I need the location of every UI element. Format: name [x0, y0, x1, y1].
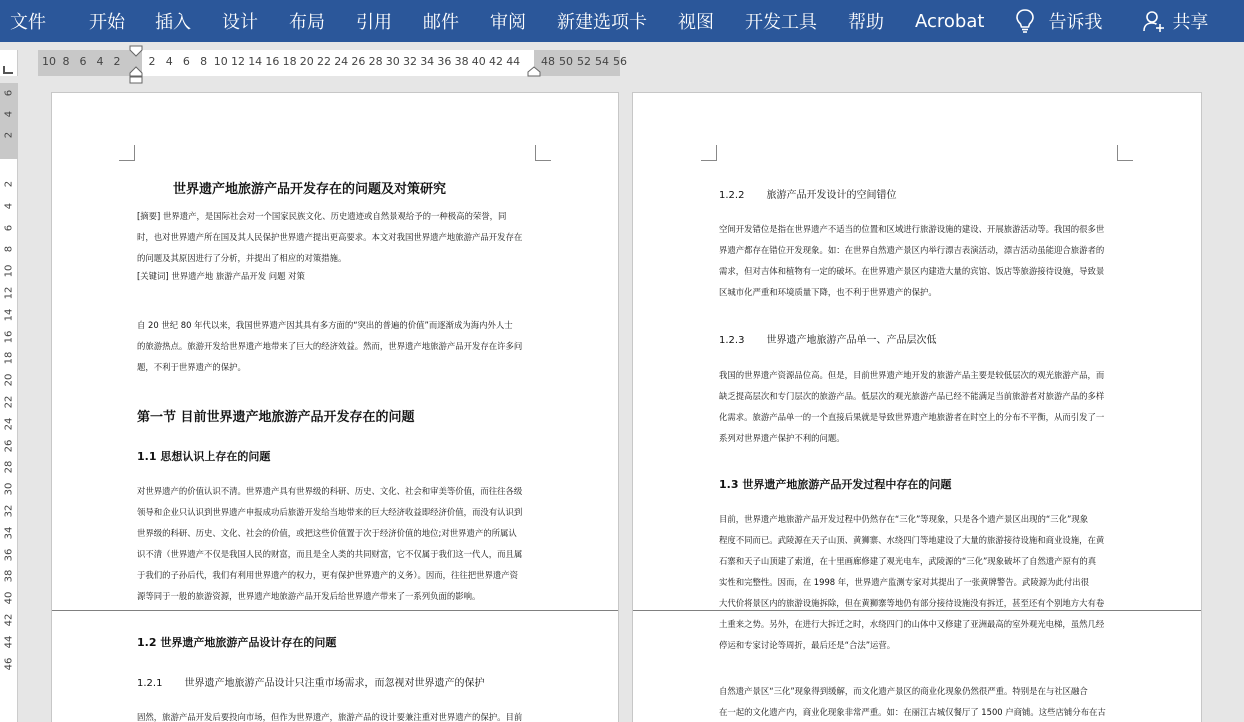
heading-1-2-1: [137, 674, 484, 689]
ruler-tick-label: 18: [3, 352, 15, 365]
lightbulb-icon[interactable]: [1014, 0, 1036, 42]
paragraph-line: 世界级的科研、历史、文化、社会的价值，或把这些价值置于次于经济价值的地位;对世界遗产的所属认: [137, 528, 517, 538]
ruler-tick-label: 42: [3, 613, 15, 627]
heading-1-2-3: [719, 331, 936, 346]
paragraph-line: 化需求。旅游产品单一的一个直接后果就是导致世界遗产地旅游者在时空上的分布不平衡，从而引发了一: [719, 412, 1105, 422]
horizontal-ruler[interactable]: [0, 42, 1244, 83]
ruler-tick-label: 8: [62, 55, 70, 68]
heading-1-1: 1.1 思想认识上存在的问题: [137, 450, 271, 463]
heading-number: 1.2.1: [137, 678, 163, 689]
tab-help[interactable]: 帮助: [848, 12, 884, 33]
document-title: 世界遗产地旅游产品开发存在的问题及对策研究: [173, 182, 447, 197]
ruler-tick-label: 38: [3, 570, 15, 583]
ruler-tick-label: 6: [3, 224, 15, 231]
ruler-tick-label: 48: [541, 55, 555, 68]
ruler-tick-label: 18: [282, 55, 297, 68]
tab-acrobat[interactable]: Acrobat: [915, 10, 985, 32]
vertical-ruler[interactable]: [0, 83, 18, 722]
ruler-tick-label: 54: [595, 55, 609, 68]
paragraph-line: 题，不利于世界遗产的保护。: [137, 362, 246, 372]
hanging-indent-marker-icon[interactable]: [129, 66, 143, 84]
ruler-tick-label: 2: [113, 55, 121, 68]
ruler-tick-label: 34: [3, 526, 15, 540]
tab-view[interactable]: 视图: [678, 12, 714, 33]
ruler-tick-label: 6: [3, 89, 15, 97]
right-indent-marker-icon[interactable]: [527, 66, 541, 78]
paragraph-line: 大代价将景区内的旅游设施拆除，但在黄狮寨等地仍有部分接待设施没有拆迁，甚至还有个别地方大有卷: [719, 598, 1105, 608]
heading-number: 1.2.2: [719, 190, 745, 201]
ruler-tick-label: 2: [148, 55, 156, 68]
paragraph-line: 空间开发错位是指在世界遗产不适当的位置和区域进行旅游设施的建设、开展旅游活动等。我国的很多世: [719, 224, 1105, 234]
paragraph-line: 区城市化严重和环境质量下降，也不利于世界遗产的保护。: [719, 287, 937, 297]
tell-me-search[interactable]: 告诉我: [1048, 12, 1103, 33]
paragraph-line: 缺乏提高层次和专门层次的旅游产品。低层次的观光旅游产品已经不能满足当前旅游者对旅游产品的多样: [719, 391, 1105, 401]
ruler-tick-label: 8: [200, 55, 208, 68]
heading-text: 旅游产品开发设计的空间错位: [766, 190, 897, 201]
paragraph-last: [719, 686, 1106, 718]
heading-1-3: 1.3 世界遗产地旅游产品开发过程中存在的问题: [719, 478, 952, 491]
paragraph-line: 领导和企业只认识到世界遗产申报成功后旅游开发给当地带来的巨大经济收益即经济价值，而没有认识到: [137, 507, 523, 517]
paragraph-line: 自然遗产景区“三化”现象得到缓解，而文化遗产景区的商业化现象仍然很严重。特别是在与社区融合: [719, 686, 1088, 696]
tab-review[interactable]: 审阅: [490, 12, 526, 33]
ruler-tick-label: 40: [3, 591, 15, 605]
abstract-line: [摘要] 世界遗产，是国际社会对一个国家民族文化、历史遗迹或自然景观给予的一种极高的荣誉，同: [137, 211, 507, 221]
horizontal-rule: [633, 610, 1202, 611]
ruler-tick-label: 28: [3, 461, 15, 474]
share-person-icon[interactable]: [1142, 0, 1166, 42]
paragraph-line: 在一起的文化遗产内，商业化现象非常严重。如：在丽江古城仅餐厅了 1500 户商铺。这些店铺分布在古: [719, 707, 1106, 717]
crop-mark: [701, 145, 717, 161]
paragraph-line: 对世界遗产的价值认识不清。世界遗产具有世界级的科研、历史、文化、社会和审美等价值，而往往各级: [137, 486, 523, 496]
ruler-tick-label: 8: [3, 246, 15, 253]
abstract-line: 的问题及其原因进行了分析，并提出了相应的对策措施。: [137, 253, 347, 263]
ruler-tick-label: 32: [3, 504, 15, 518]
tab-selector-icon[interactable]: [0, 50, 18, 76]
ruler-tick-label: 10: [3, 264, 15, 278]
ruler-tick-label: 2: [3, 180, 15, 188]
ruler-tick-label: 4: [96, 55, 104, 68]
ruler-tick-label: 36: [437, 55, 452, 68]
abstract-line: 时，也对世界遗产所在国及其人民保护世界遗产提出更高要求。本文对我国世界遗产地旅游产品开发存在: [137, 232, 523, 242]
ruler-tick-label: 12: [231, 55, 245, 68]
tab-developer[interactable]: 开发工具: [745, 12, 817, 33]
paragraph-line: 界遗产都存在错位开发现象。如：在世界自然遗产景区内举行漂吉表演活动，漂吉活动虽能迎合旅游者的: [719, 245, 1105, 255]
tab-insert[interactable]: 插入: [155, 12, 191, 33]
ruler-tick-label: 16: [265, 55, 280, 68]
ruler-tick-label: 28: [368, 55, 383, 68]
paragraph-1-2-3: [719, 370, 1104, 444]
heading-text: 世界遗产地旅游产品单一、产品层次低: [766, 335, 937, 346]
ribbon-bar: [0, 0, 1244, 42]
ruler-tick-label: 10: [42, 55, 56, 68]
share-button[interactable]: 共享: [1172, 12, 1209, 33]
ruler-tick-label: 4: [3, 110, 15, 118]
document-page-2[interactable]: [632, 92, 1202, 722]
tab-home[interactable]: 开始: [89, 12, 125, 33]
ruler-tick-label: 46: [3, 657, 15, 670]
heading-1-2-2: [719, 186, 896, 201]
paragraph-line: 停运和专家讨论等周折，最后还是“合法”运营。: [719, 640, 896, 650]
paragraph-line: 土重来之势。另外，在进行大拆迁之时，水绕四门的山体中又修建了亚洲最高的室外观光电梯，虽然几经: [719, 619, 1105, 629]
crop-mark: [1117, 145, 1133, 161]
paragraph-line: 石寨和天子山顶建了索道，在十里画廊修建了观光电车，武陵源的“三化”现象破坏了自然遗产原有的真: [719, 556, 1097, 566]
heading-1-2: 1.2 世界遗产地旅游产品设计存在的问题: [137, 636, 337, 649]
tab-layout[interactable]: 布局: [289, 12, 325, 33]
ruler-tick-label: 30: [3, 482, 15, 496]
ruler-tick-label: 24: [334, 55, 349, 68]
crop-mark: [119, 145, 135, 161]
ruler-tick-label: 32: [403, 55, 417, 68]
ruler-tick-label: 16: [3, 330, 15, 343]
ruler-tick-label: 50: [559, 55, 573, 68]
tab-mailings[interactable]: 邮件: [423, 12, 459, 33]
ruler-tick-label: 22: [3, 395, 15, 409]
ruler-tick-label: 44: [3, 635, 15, 649]
paragraph-line: 固然，旅游产品开发后要投向市场，但作为世界遗产，旅游产品的设计要兼注重对世界遗产的保护。目前: [137, 712, 523, 722]
ruler-tick-label: 26: [351, 55, 366, 68]
paragraph-1-2-2: [719, 224, 1104, 298]
ruler-tick-label: 40: [471, 55, 486, 68]
tab-file[interactable]: 文件: [10, 12, 46, 33]
ruler-tick-label: 52: [577, 55, 591, 68]
ruler-tick-label: 4: [3, 202, 15, 209]
ruler-tick-label: 14: [3, 308, 15, 322]
tab-design[interactable]: 设计: [222, 12, 258, 33]
paragraph-line: 目前，世界遗产地旅游产品开发过程中仍然存在“三化”等现象，只是各个遗产景区出现的“三化”现象: [719, 514, 1089, 524]
crop-mark: [535, 145, 551, 161]
paragraph-line: 系列对世界遗产保护不利的问题。: [719, 433, 845, 443]
ruler-tick-label: 6: [182, 55, 190, 68]
paragraph-1-3: [719, 514, 1104, 651]
section-heading-1: 第一节 目前世界遗产地旅游产品开发存在的问题: [137, 410, 415, 425]
paragraph-line: 程度不同而已。武陵源在天子山顶、黄狮寨、水绕四门等地建设了大量的旅游接待设施和商业设施，在黄: [719, 535, 1105, 545]
heading-number: 1.2.3: [719, 335, 745, 346]
paragraph-line: 识不清（世界遗产不仅是我国人民的财富，而且是全人类的共同财富，它不仅属于我们这一代人，而且属: [137, 549, 523, 559]
document-page-1[interactable]: [51, 92, 619, 722]
ruler-tick-label: 34: [420, 55, 435, 68]
tab-references[interactable]: 引用: [356, 12, 392, 33]
paragraph-line: 需求，但对吉体和植物有一定的破坏。在世界遗产景区内建造大量的宾馆、饭店等旅游接待设施，导致景: [719, 266, 1105, 276]
ruler-tick-label: 42: [489, 55, 503, 68]
ruler-tick-label: 6: [79, 55, 87, 68]
paragraph-line: 实性和完整性。因而，在 1998 年，世界遗产监测专家对其提出了一张黄牌警告。武陵源为此付出很: [719, 577, 1090, 587]
ruler-tick-label: 26: [3, 439, 15, 452]
first-line-indent-marker-icon[interactable]: [129, 45, 143, 57]
intro-paragraph: [137, 320, 522, 373]
ruler-tick-label: 38: [454, 55, 469, 68]
paragraph-line: 的旅游热点。旅游开发给世界遗产地带来了巨大的经济效益。然而，世界遗产地旅游产品开发存在许多问: [137, 341, 523, 351]
ruler-tick-label: 44: [506, 55, 521, 68]
paragraph-line: 自 20 世纪 80 年代以来，我国世界遗产因其具有多方面的“突出的普遍的价值”而逐渐成为海内外人士: [137, 320, 513, 330]
paragraph-line: 我国的世界遗产资源品位高。但是，目前世界遗产地开发的旅游产品主要是较低层次的观光旅游产品，而: [719, 370, 1105, 380]
paragraph-1-1: [137, 486, 522, 602]
ruler-tick-label: 12: [3, 286, 15, 300]
ruler-tick-label: 24: [3, 417, 15, 431]
ruler-tick-label: 30: [385, 55, 400, 68]
ruler-tick-label: 4: [165, 55, 173, 68]
ruler-tick-label: 36: [3, 548, 15, 561]
keywords-line: [关键词] 世界遗产地 旅游产品开发 问题 对策: [137, 271, 305, 281]
horizontal-rule: [52, 610, 619, 611]
ruler-tick-label: 20: [299, 55, 314, 68]
paragraph-line: 于我们的子孙后代，我们有利用世界遗产的权力，更有保护世界遗产的义务）。因而，往往把世界遗产资: [137, 570, 519, 580]
ruler-tick-label: 22: [317, 55, 331, 68]
abstract-block: [137, 211, 522, 282]
paragraph-line: 源等同于一般的旅游资源，世界遗产地旅游产品开发后给世界遗产带来了一系列负面的影响。: [137, 591, 481, 601]
tab-new-tab[interactable]: 新建选项卡: [557, 12, 647, 33]
ruler-tick-label: 10: [213, 55, 228, 68]
ruler-tick-label: 20: [3, 373, 15, 387]
heading-text: 世界遗产地旅游产品设计只注重市场需求，而忽视对世界遗产的保护: [184, 678, 485, 689]
paragraph-1-2-1: [137, 712, 522, 722]
ruler-tick-label: 14: [248, 55, 263, 68]
ruler-tick-label: 2: [3, 131, 15, 139]
ruler-tick-label: 56: [613, 55, 627, 68]
